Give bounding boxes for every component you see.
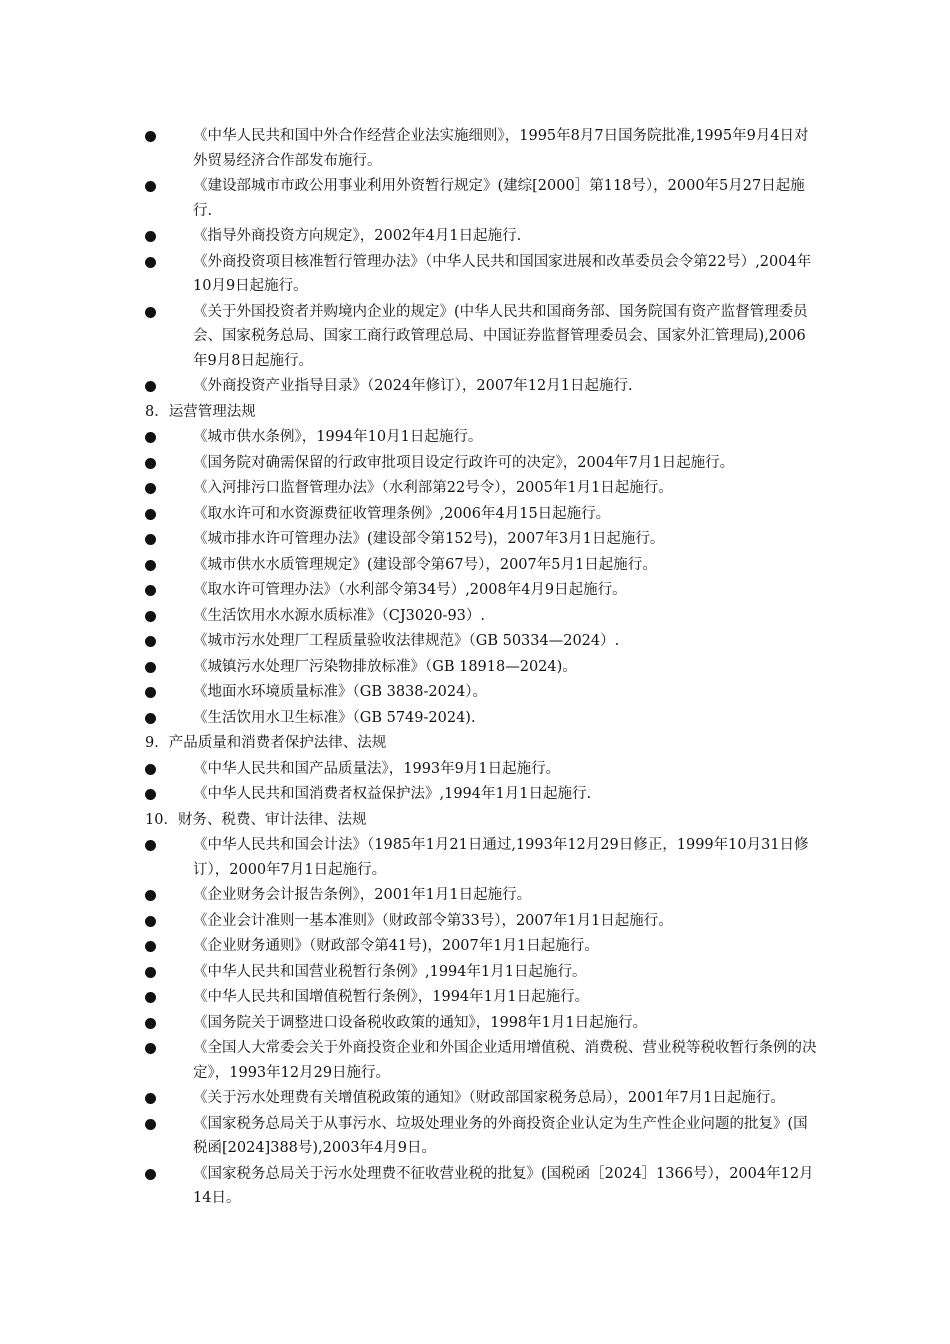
bullet-icon: [145, 890, 156, 901]
list-item: 《城市供水条例》，1994年10月1日起施行。: [145, 425, 820, 450]
list-item: 《城镇污水处理厂污染物排放标准》（GB 18918—2024)。: [145, 655, 820, 680]
list-item: 《建设部城市市政公用事业利用外资暂行规定》(建综[2000］第118号），2000年5月27日起施行.: [145, 174, 820, 223]
bullet-icon: [145, 941, 156, 952]
bullet-icon: [145, 713, 156, 724]
consumer-law-list: [145, 757, 820, 807]
list-item: 《全国人大常委会关于外商投资企业和外国企业适用增值税、消费税、营业税等税收暂行条例的决定》，1993年12月29日施行。: [145, 1036, 820, 1085]
list-item: 《中华人民共和国产品质量法》，1993年9月1日起施行。: [145, 757, 820, 782]
list-item: 《外商投资项目核准暂行管理办法》（中华人民共和国国家进展和改革委员会令第22号）,2004年10月9日起施行。: [145, 250, 820, 299]
list-item: 《企业财务通则》（财政部令第41号)，2007年1月1日起施行。: [145, 934, 820, 959]
bullet-icon: [145, 1119, 156, 1130]
bullet-icon: [145, 131, 156, 142]
bullet-icon: [145, 636, 156, 647]
document-body: [145, 124, 820, 1212]
list-item: 《国务院对确需保留的行政审批项目设定行政许可的决定》，2004年7月1日起施行。: [145, 451, 820, 476]
bullet-icon: [145, 611, 156, 622]
bullet-icon: [145, 257, 156, 268]
list-item: 《城市供水水质管理规定》(建设部令第67号），2007年5月1日起施行。: [145, 553, 820, 578]
list-item: 《中华人民共和国消费者权益保护法》,1994年1月1日起施行.: [145, 782, 820, 807]
bullet-icon: [145, 483, 156, 494]
bullet-icon: [145, 509, 156, 520]
bullet-icon: [145, 1169, 156, 1180]
list-item: 《企业财务会计报告条例》，2001年1月1日起施行。: [145, 883, 820, 908]
list-item: 《国家税务总局关于从事污水、垃圾处理业务的外商投资企业认定为生产性企业问题的批复》(国税函[2024]388号),2003年4月9日。: [145, 1112, 820, 1161]
bullet-icon: [145, 1093, 156, 1104]
bullet-icon: [145, 307, 156, 318]
list-item: 《国家税务总局关于污水处理费不征收营业税的批复》(国税函［2024］1366号），2004年12月14日。: [145, 1162, 820, 1211]
list-item: 《中华人民共和国增值税暂行条例》，1994年1月1日起施行。: [145, 985, 820, 1010]
bullet-icon: [145, 181, 156, 192]
bullet-icon: [145, 231, 156, 242]
bullet-icon: [145, 992, 156, 1003]
bullet-icon: [145, 560, 156, 571]
list-item: 《生活饮用水卫生标准》（GB 5749-2024).: [145, 706, 820, 731]
list-item: 《国务院关于调整进口设备税收政策的通知》，1998年1月1日起施行。: [145, 1011, 820, 1036]
section-heading-9: 9．产品质量和消费者保护法律、法规: [145, 735, 387, 751]
list-item: 《指导外商投资方向规定》，2002年4月1日起施行.: [145, 224, 820, 249]
bullet-icon: [145, 789, 156, 800]
list-item: 《生活饮用水水源水质标准》（CJ3020-93）.: [145, 604, 820, 629]
list-item: 《中华人民共和国中外合作经营企业法实施细则》，1995年8月7日国务院批准,1995年9月4日对外贸易经济合作部发布施行。: [145, 124, 820, 173]
bullet-icon: [145, 432, 156, 443]
bullet-icon: [145, 458, 156, 469]
list-item: 《城市排水许可管理办法》(建设部令第152号)，2007年3月1日起施行。: [145, 527, 820, 552]
bullet-icon: [145, 534, 156, 545]
section-heading-8: 8．运营管理法规: [145, 403, 256, 420]
list-item: 《取水许可管理办法》（水利部令第34号）,2008年4月9日起施行。: [145, 578, 820, 603]
bullet-icon: [145, 381, 156, 392]
list-item: 《关于外国投资者并购境内企业的规定》(中华人民共和国商务部、国务院国有资产监督管理委员会、国家税务总局、国家工商行政管理总局、中国证券监督管理委员会、国家外汇管理局),2006年9月8日起施行。: [145, 300, 820, 374]
bullet-icon: [145, 1018, 156, 1029]
regulation-list: [145, 124, 820, 399]
list-item: 《外商投资产业指导目录》（2024年修订），2007年12月1日起施行.: [145, 374, 820, 399]
bullet-icon: [145, 764, 156, 775]
list-item: 《企业会计准则一基本准则》（财政部令第33号），2007年1月1日起施行。: [145, 909, 820, 934]
bullet-icon: [145, 687, 156, 698]
list-item: 《入河排污口监督管理办法》（水利部第22号令），2005年1月1日起施行。: [145, 476, 820, 501]
bullet-icon: [145, 967, 156, 978]
bullet-icon: [145, 840, 156, 851]
list-item: 《中华人民共和国会计法》（1985年1月21日通过,1993年12月29日修正，1999年10月31日修订），2000年7月1日起施行。: [145, 833, 820, 882]
list-item: 《关于污水处理费有关增值税政策的通知》（财政部国家税务总局），2001年7月1日起施行。: [145, 1086, 820, 1111]
list-item: 《地面水环境质量标准》（GB 3838-2024）。: [145, 680, 820, 705]
list-item: 《中华人民共和国营业税暂行条例》,1994年1月1日起施行。: [145, 960, 820, 985]
list-item: 《取水许可和水资源费征收管理条例》,2006年4月15日起施行。: [145, 502, 820, 527]
operations-regulation-list: [145, 425, 820, 730]
bullet-icon: [145, 1043, 156, 1054]
bullet-icon: [145, 585, 156, 596]
finance-tax-law-list: [145, 833, 820, 1211]
list-item: 《城市污水处理厂工程质量验收法律规范》（GB 50334—2024）.: [145, 629, 820, 654]
section-heading-10: 10．财务、税费、审计法律、法规: [145, 811, 367, 828]
bullet-icon: [145, 662, 156, 673]
bullet-icon: [145, 916, 156, 927]
